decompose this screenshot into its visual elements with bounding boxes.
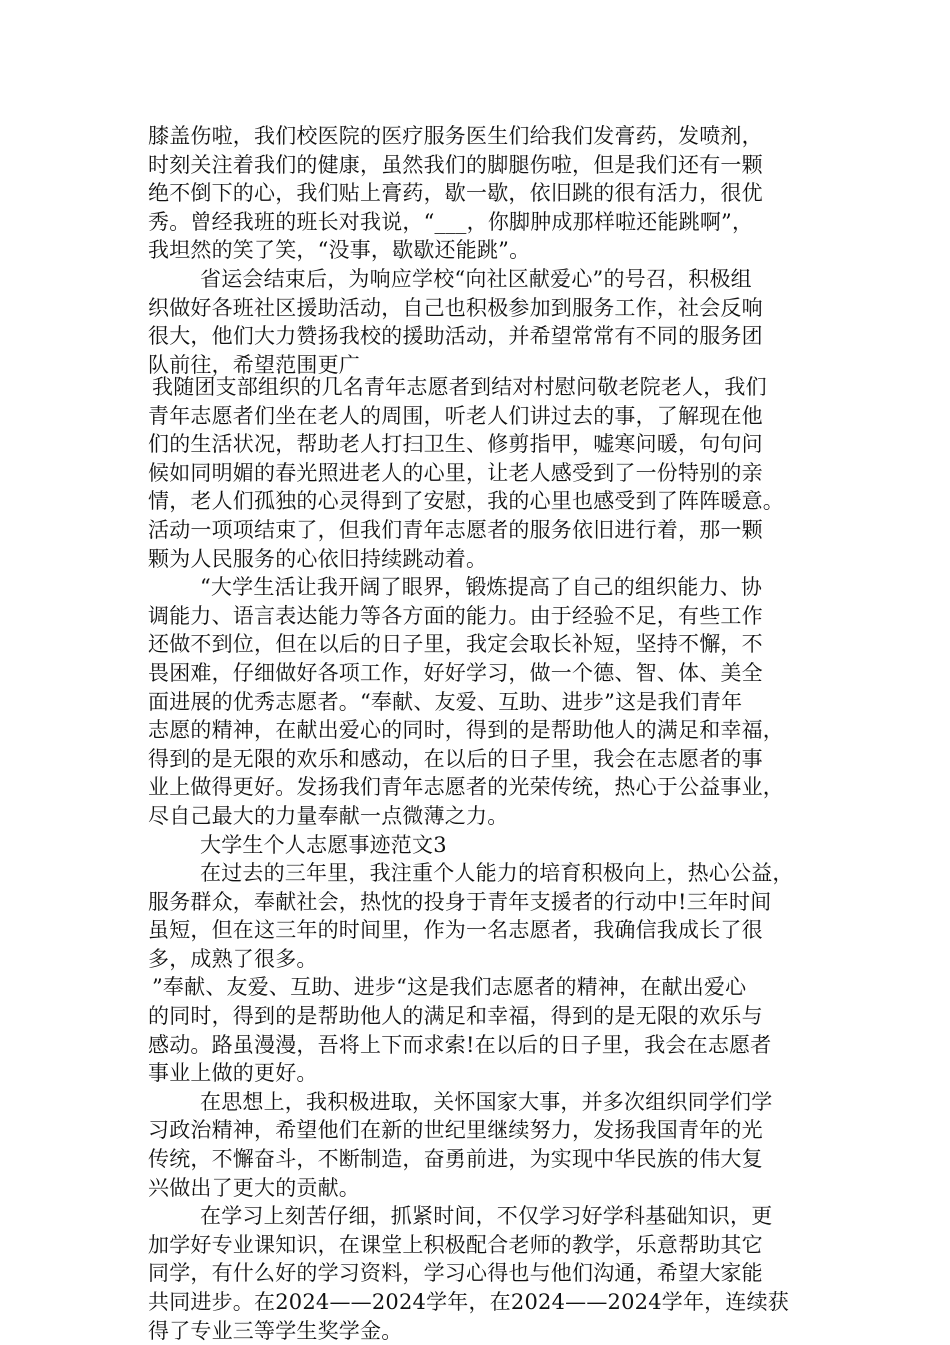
text-line: 织做好各班社区援助活动，自己也积极参加到服务工作，社会反响 (148, 295, 763, 320)
text-line: 队前往，希望范围更广 (148, 352, 360, 377)
text-line: 颗为人民服务的心依旧持续跳动着。 (148, 546, 488, 571)
text-line: 传统，不懈奋斗，不断制造，奋勇前进，为实现中华民族的伟大复 (148, 1147, 763, 1172)
section-1 (148, 122, 828, 379)
text-line: 共同进步。在2024——2024学年，在2024——2024学年，连续获 (148, 1290, 789, 1314)
text-line: 情，老人们孤独的心灵得到了安慰，我的心里也感受到了阵阵暖意。 (148, 489, 784, 514)
text-line: 服务群众，奉献社会，热忱的投身于青年支援者的行动中!三年时间 (148, 889, 772, 914)
text-line: 还做不到位，但在以后的日子里，我定会取长补短，坚持不懈，不 (148, 632, 763, 657)
section-2 (148, 373, 828, 1345)
text-line: 膝盖伤啦，我们校医院的医疗服务医生们给我们发膏药，发喷剂， (148, 124, 763, 148)
text-line: 青年志愿者们坐在老人的周围，听老人们讲过去的事，了解现在他 (148, 403, 763, 428)
text-line: 习政治精神，希望他们在新的世纪里继续努力，发扬我国青年的光 (148, 1118, 763, 1143)
text-line: 虽短，但在这三年的时间里，作为一名志愿者，我确信我成长了很 (148, 918, 763, 943)
text-line: 省运会结束后，为响应学校“向社区献爱心”的号召，积极组 (200, 266, 752, 291)
text-line: 事业上做的更好。 (148, 1061, 318, 1086)
text-line: 志愿的精神，在献出爱心的同时，得到的是帮助他人的满足和幸福， (148, 718, 784, 743)
text-line: 业上做得更好。发扬我们青年志愿者的光荣传统，热心于公益事业， (148, 775, 784, 800)
text-line: 绝不倒下的心，我们贴上膏药，歇一歇，依旧跳的很有活力，很优 (148, 181, 763, 206)
text-line: 在学习上刻苦仔细，抓紧时间，不仅学习好学科基础知识，更 (200, 1204, 773, 1229)
text-line: ”奉献、友爱、互助、进步“这是我们志愿者的精神，在献出爱心 (152, 975, 747, 1000)
text-line: 的同时，得到的是帮助他人的满足和幸福，得到的是无限的欢乐与 (148, 1004, 763, 1029)
text-line: 兴做出了更大的贡献。 (148, 1175, 360, 1200)
text-line: 加学好专业课知识，在课堂上积极配合老师的教学，乐意帮助其它 (148, 1232, 763, 1257)
text-line: 同学，有什么好的学习资料，学习心得也与他们沟通，希望大家能 (148, 1261, 763, 1286)
text-line: 活动一项项结束了，但我们青年志愿者的服务依旧进行着，那一颗 (148, 517, 763, 542)
text-line: 畏困难，仔细做好各项工作，好好学习，做一个德、智、体、美全 (148, 660, 763, 685)
section-heading: 大学生个人志愿事迹范文3 (200, 832, 447, 857)
text-line: 得了专业三等学生奖学金。 (148, 1318, 403, 1343)
text-line: 多，成熟了很多。 (148, 946, 318, 971)
text-line: 尽自己最大的力量奉献一点微薄之力。 (148, 803, 509, 828)
text-line: 感动。路虽漫漫，吾将上下而求索!在以后的日子里，我会在志愿者 (148, 1032, 772, 1057)
text-line: 在过去的三年里，我注重个人能力的培育积极向上，热心公益， (200, 861, 794, 886)
text-line: 我坦然的笑了笑，“没事，歇歇还能跳”。 (148, 238, 531, 263)
text-line: 们的生活状况，帮助老人打扫卫生、修剪指甲，嘘寒问暖，句句问 (148, 432, 763, 457)
text-line: 很大，他们大力赞扬我校的援助活动，并希望常常有不同的服务团 (148, 324, 763, 349)
text-line: “大学生活让我开阔了眼界，锻炼提高了自己的组织能力、协 (200, 575, 763, 600)
text-line: 秀。曾经我班的班长对我说，“___，你脚肿成那样啦还能跳啊”， (148, 209, 754, 234)
text-line: 调能力、语言表达能力等各方面的能力。由于经验不足，有些工作 (148, 603, 763, 628)
text-line: 在思想上，我积极进取，关怀国家大事，并多次组织同学们学 (200, 1089, 773, 1114)
text-line: 面进展的优秀志愿者。“奉献、友爱、互助、进步”这是我们青年 (148, 689, 743, 714)
text-line: 我随团支部组织的几名青年志愿者到结对村慰问敬老院老人，我们 (152, 375, 767, 399)
text-line: 时刻关注着我们的健康，虽然我们的脚腿伤啦，但是我们还有一颗 (148, 152, 763, 177)
text-line: 候如同明媚的春光照进老人的心里，让老人感受到了一份特别的亲 (148, 460, 763, 485)
text-line: 得到的是无限的欢乐和感动，在以后的日子里，我会在志愿者的事 (148, 746, 763, 771)
